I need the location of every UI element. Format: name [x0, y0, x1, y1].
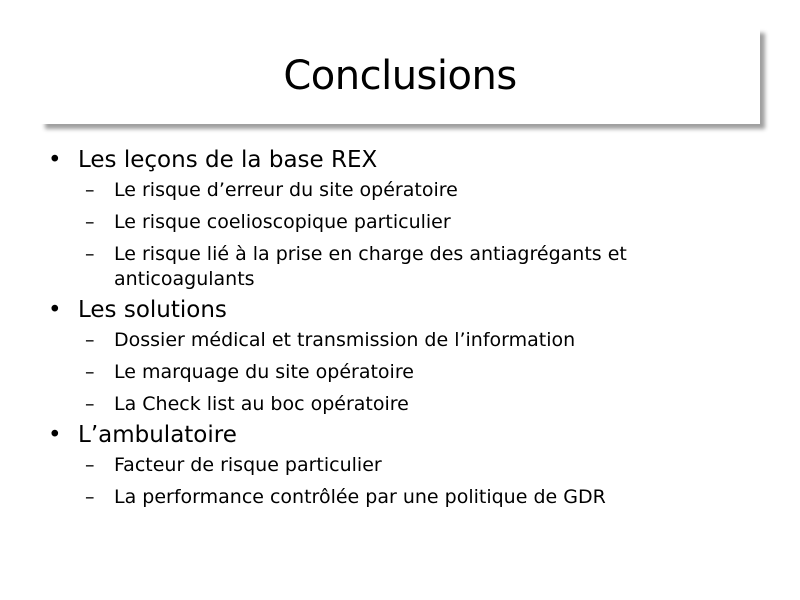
sub-bullet-item [48, 485, 748, 510]
dash-icon: – [85, 486, 95, 508]
bullet-text: Les leçons de la base REX [78, 147, 378, 173]
title-box [40, 28, 760, 124]
sub-bullet-item [48, 242, 748, 292]
sub-bullet-item [48, 328, 748, 353]
sub-bullet-item [48, 210, 748, 235]
bullet-item [48, 295, 748, 325]
sub-bullet-item [48, 178, 748, 203]
bullet-item [48, 420, 748, 450]
sub-bullet-text: La performance contrôlée par une politique de GDR [114, 486, 606, 508]
bullet-text: Les solutions [78, 297, 227, 323]
sub-bullet-text: Facteur de risque particulier [114, 454, 382, 476]
bullet-icon: • [48, 147, 62, 173]
slide-title: Conclusions [283, 53, 517, 99]
dash-icon: – [85, 454, 95, 476]
dash-icon: – [85, 393, 95, 415]
sub-bullet-item [48, 392, 748, 417]
sub-bullet-item [48, 453, 748, 478]
dash-icon: – [85, 243, 95, 265]
sub-bullet-item [48, 360, 748, 385]
bullet-icon: • [48, 422, 62, 448]
bullet-icon: • [48, 297, 62, 323]
dash-icon: – [85, 329, 95, 351]
sub-bullet-text: Le risque lié à la prise en charge des antiagrégants et anticoagulants [114, 243, 627, 290]
bullet-item [48, 145, 748, 175]
slide-content [48, 142, 748, 510]
bullet-text: L’ambulatoire [78, 422, 237, 448]
sub-bullet-text: Le marquage du site opératoire [114, 361, 414, 383]
sub-bullet-text: La Check list au boc opératoire [114, 393, 409, 415]
dash-icon: – [85, 361, 95, 383]
dash-icon: – [85, 179, 95, 201]
sub-bullet-text: Dossier médical et transmission de l’information [114, 329, 576, 351]
sub-bullet-text: Le risque d’erreur du site opératoire [114, 179, 458, 201]
dash-icon: – [85, 211, 95, 233]
sub-bullet-text: Le risque coelioscopique particulier [114, 211, 451, 233]
